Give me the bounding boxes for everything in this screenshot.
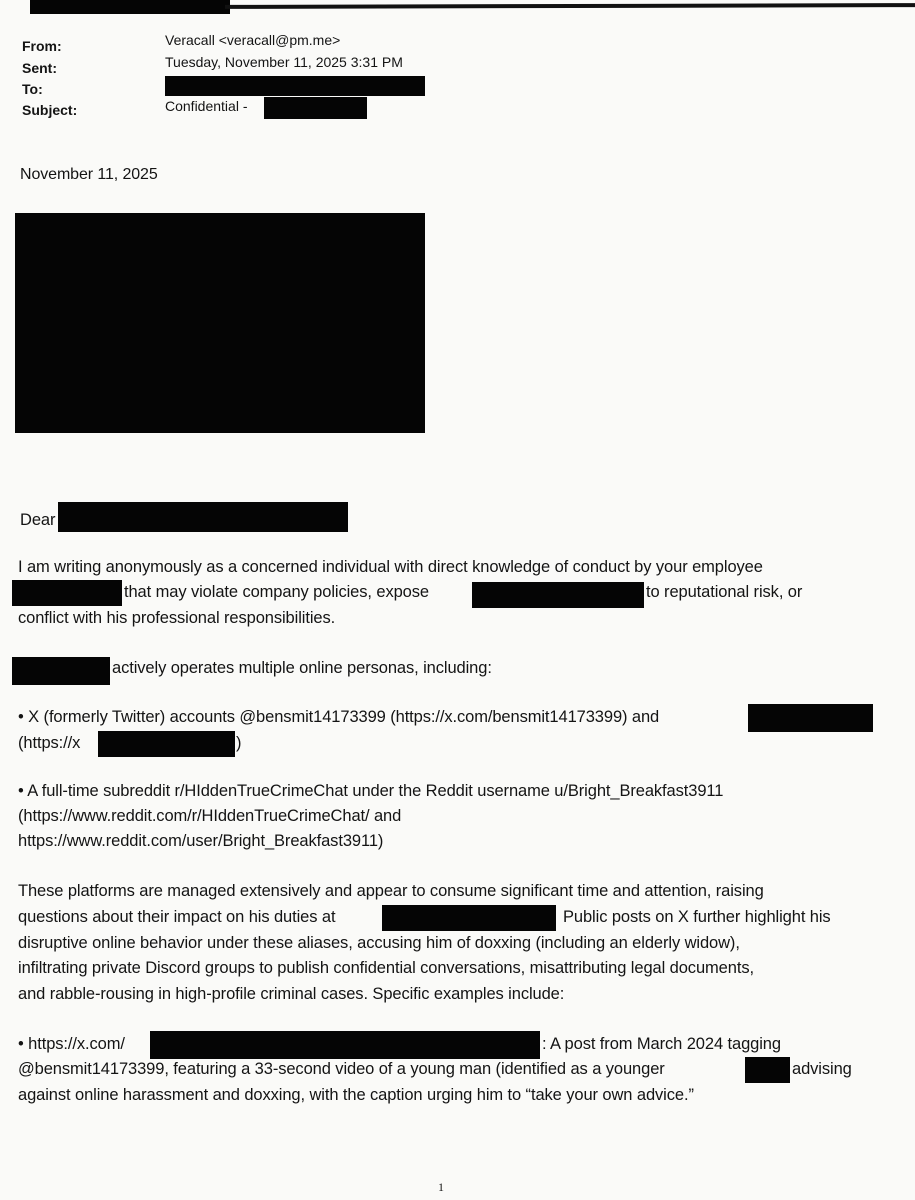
salutation: Dear [20,511,56,529]
paragraph-1-line-2b: to reputational risk, or [646,583,803,601]
paragraph-3-line-2a: questions about their impact on his duties at [18,908,336,926]
subject-value: Confidential - [165,98,248,114]
redaction-recipient [58,502,348,532]
paragraph-2: actively operates multiple online personas, including: [112,659,492,677]
redaction-video-subject [745,1057,790,1083]
letter-date: November 11, 2025 [20,166,158,183]
subject-label: Subject: [22,102,78,118]
redaction-subject [264,97,367,119]
bullet-1-line-1: • X (formerly Twitter) accounts @bensmit14173399 (https://x.com/bensmit14173399) and [18,708,660,726]
redaction-to [165,76,425,96]
sent-value: Tuesday, November 11, 2025 3:31 PM [165,54,403,70]
redaction-company-2 [382,905,556,931]
paragraph-1-line-1: I am writing anonymously as a concerned individual with direct knowledge of conduct by your employee [18,558,763,576]
bullet-2-line-1: • A full-time subreddit r/HIddenTrueCrimeChat under the Reddit username u/Bright_Breakfast3911 [18,782,724,800]
paragraph-3-line-1: These platforms are managed extensively and appear to consume significant time and attention, raising [18,882,764,900]
page-number: 1 [438,1180,444,1194]
bullet-3-line-2b: advising [792,1060,852,1078]
header-rule [225,3,915,9]
paragraph-3-line-4: infiltrating private Discord groups to publish confidential conversations, misattributing legal documents, [18,959,754,977]
redaction-address-block [15,213,425,433]
bullet-3-line-1b: : A post from March 2024 tagging [542,1035,781,1053]
from-label: From: [22,38,62,54]
redaction-bar [30,0,230,14]
bullet-1-line-2b: ) [236,734,242,752]
redaction-employee-name [12,580,122,606]
bullet-3-line-3: against online harassment and doxxing, with the caption urging him to “take your own advice.” [18,1086,694,1104]
paragraph-3-line-2b: Public posts on X further highlight his [563,908,831,926]
paragraph-1-line-3: conflict with his professional responsibilities. [18,609,336,627]
sent-label: Sent: [22,60,57,76]
bullet-3-line-2a: @bensmit14173399, featuring a 33-second video of a young man (identified as a younger [18,1060,665,1078]
bullet-3-line-1a: • https://x.com/ [18,1035,125,1053]
to-label: To: [22,81,43,97]
bullet-2-line-2: (https://www.reddit.com/r/HIddenTrueCrimeChat/ and [18,807,402,825]
redaction-x-url [98,731,235,757]
paragraph-1-line-2a: that may violate company policies, expose [124,583,429,601]
bullet-1-line-2a: (https://x [18,734,81,752]
redaction-company [472,582,644,608]
from-value: Veracall <veracall@pm.me> [165,32,341,48]
redaction-post-url [150,1031,540,1059]
redaction-employee-name-2 [12,657,110,685]
paragraph-3-line-3: disruptive online behavior under these aliases, accusing him of doxxing (including an elderly widow), [18,934,740,952]
bullet-2-line-3: https://www.reddit.com/user/Bright_Breakfast3911) [18,832,384,850]
paragraph-3-line-5: and rabble-rousing in high-profile criminal cases. Specific examples include: [18,985,565,1003]
redaction-x-account [748,704,873,732]
